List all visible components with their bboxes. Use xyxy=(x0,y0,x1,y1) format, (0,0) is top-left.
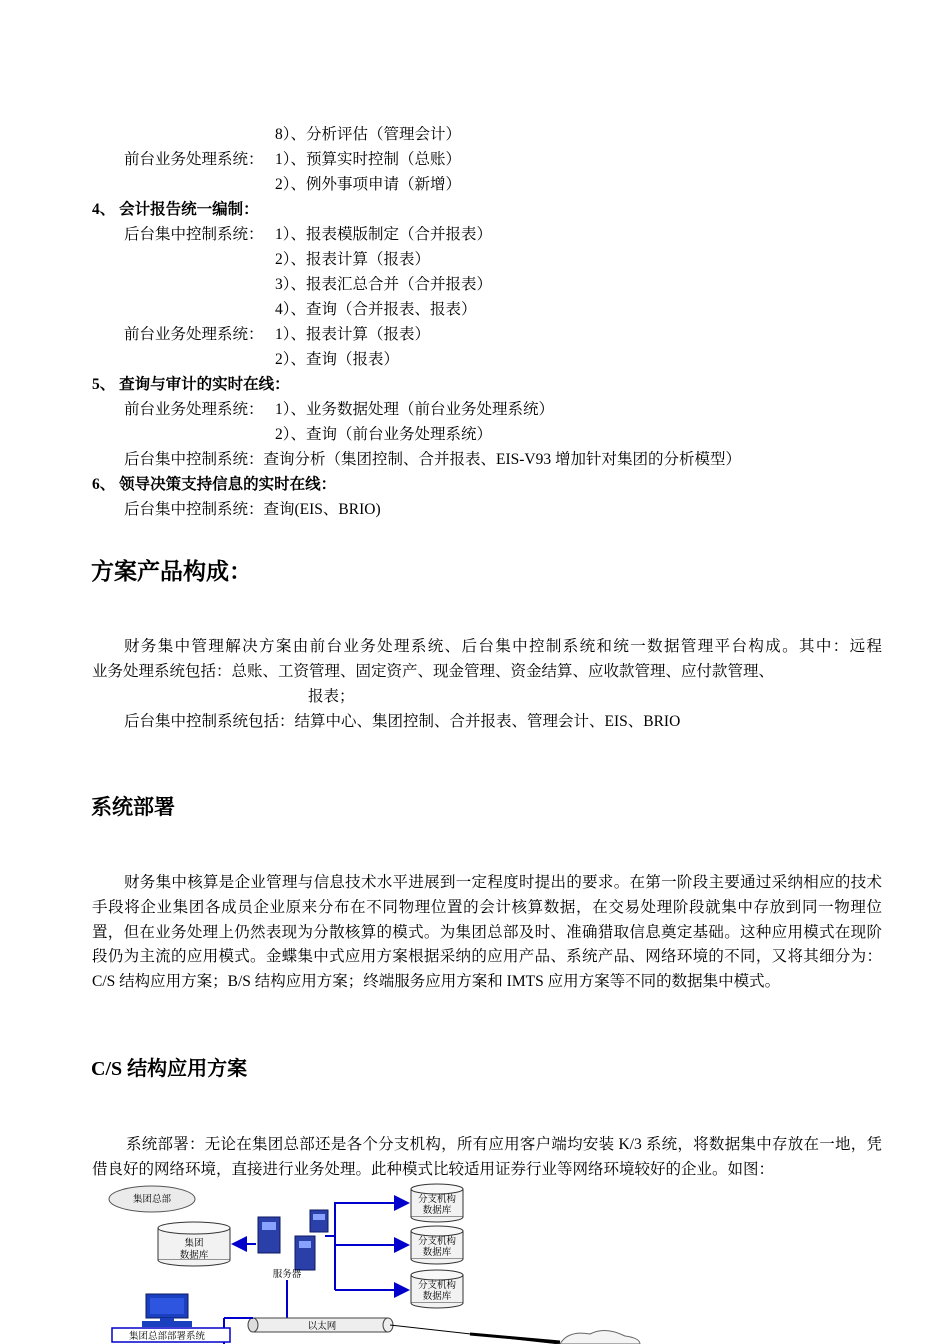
hq-db-label-1: 集团 xyxy=(184,1238,204,1249)
hq-db-label-2: 数据库 xyxy=(179,1250,209,1261)
list-label: 前台业务处理系统： xyxy=(124,151,264,168)
paragraph-line: 财务集中管理解决方案由前台业务处理系统、后台集中控制系统和统一数据管理平台构成。其中：远程 xyxy=(124,638,882,655)
ethernet-label: 以太网 xyxy=(307,1321,337,1332)
numbered-heading: 6、 领导决策支持信息的实时在线： xyxy=(92,476,337,493)
list-line: 2）、查询（报表） xyxy=(275,351,400,368)
branch-db-label: 数据库 xyxy=(422,1205,452,1216)
list-line: 1）、报表模版制定（合并报表） xyxy=(275,226,493,243)
list-line: 2）、查询（前台业务处理系统） xyxy=(275,426,493,443)
hq-label: 集团总部 xyxy=(132,1194,172,1205)
section-heading-deployment: 系统部署 xyxy=(91,795,175,819)
branch-db-label: 数据库 xyxy=(422,1291,452,1302)
network-cloud-icon xyxy=(560,1330,640,1344)
branch-database-icon xyxy=(411,1226,463,1264)
list-label: 前台业务处理系统： xyxy=(124,401,264,418)
numbered-heading: 5、 查询与审计的实时在线： xyxy=(92,376,290,393)
section-heading-cs: C/S 结构应用方案 xyxy=(91,1058,248,1080)
numbered-heading: 4、 会计报告统一编制： xyxy=(92,201,259,218)
branch-db-label: 分支机构 xyxy=(417,1194,457,1205)
connector-line xyxy=(470,1334,560,1342)
list-line: 4）、查询（合并报表、报表） xyxy=(275,301,477,318)
section-heading-products: 方案产品构成： xyxy=(91,559,252,585)
list-line: 1）、报表计算（报表） xyxy=(275,326,431,343)
deployment-paragraph: 财务集中核算是企业管理与信息技术水平进展到一定程度时提出的要求。在第一阶段主要通过采纳相应的技术手段将企业集团各成员企业原来分布在不同物理位置的会计核算数据，在交易处理阶段就集中存放到同一物理位置，但在业务处理上仍然表现为分散核算的模式。为集团总部及时、准确猎取信息奠定基础。这种应用模式在现阶段仍为主流的应用模式。金蝶集中式应用方案根据采纳的应用产品、系统产品、网络环境的不同，又将其细分为：C/S 结构应用方案；B/S 结构应用方案；终端服务应用方案和 IMTS 应用方案等不同的数据集中模式。 xyxy=(92,874,882,991)
server-icon xyxy=(258,1210,328,1280)
list-line: 后台集中控制系统：查询(EIS、BRIO) xyxy=(124,501,381,518)
list-line: 2）、例外事项申请（新增） xyxy=(275,176,462,193)
paragraph-line: 业务处理系统包括：总账、工资管理、固定资产、现金管理、资金结算、应收款管理、应付款管理、 xyxy=(92,663,775,680)
list-line: 后台集中控制系统：查询分析（集团控制、合并报表、EIS-V93 增加针对集团的分析模型） xyxy=(124,451,741,468)
hq-deploy-label: 集团总部部署系统 xyxy=(128,1331,206,1342)
hq-ellipse xyxy=(109,1186,195,1212)
connector-line xyxy=(325,1203,408,1236)
list-line: 1）、业务数据处理（前台业务处理系统） xyxy=(275,401,555,418)
paragraph-line: 后台集中控制系统包括：结算中心、集团控制、合并报表、管理会计、EIS、BRIO xyxy=(124,713,681,730)
server-label: 服务器 xyxy=(272,1269,302,1280)
list-label: 前台业务处理系统： xyxy=(124,326,264,343)
list-line: 8）、分析评估（管理会计） xyxy=(275,126,462,143)
list-line: 2）、报表计算（报表） xyxy=(275,251,431,268)
branch-database-icon xyxy=(411,1270,463,1308)
cs-paragraph: 系统部署：无论在集团总部还是各个分支机构，所有应用客户端均安装 K/3 系统，将数据集中存放在一地，凭借良好的网络环境，直接进行业务处理。此种模式比较适用证券行业等网络环境较好的企业。如图： xyxy=(92,1136,882,1178)
branch-db-label: 分支机构 xyxy=(417,1236,457,1247)
list-label: 后台集中控制系统： xyxy=(124,226,264,243)
branch-db-label: 分支机构 xyxy=(417,1280,457,1291)
ethernet-bus xyxy=(248,1318,393,1332)
list-line: 3）、报表汇总合并（合并报表） xyxy=(275,276,493,293)
list-line: 1）、预算实时控制（总账） xyxy=(275,151,462,168)
branch-db-label: 数据库 xyxy=(422,1247,452,1258)
paragraph-line: 报表； xyxy=(308,688,355,705)
branch-database-icon xyxy=(411,1184,463,1222)
workstation-icon xyxy=(142,1294,192,1327)
hq-database-icon xyxy=(158,1222,230,1266)
